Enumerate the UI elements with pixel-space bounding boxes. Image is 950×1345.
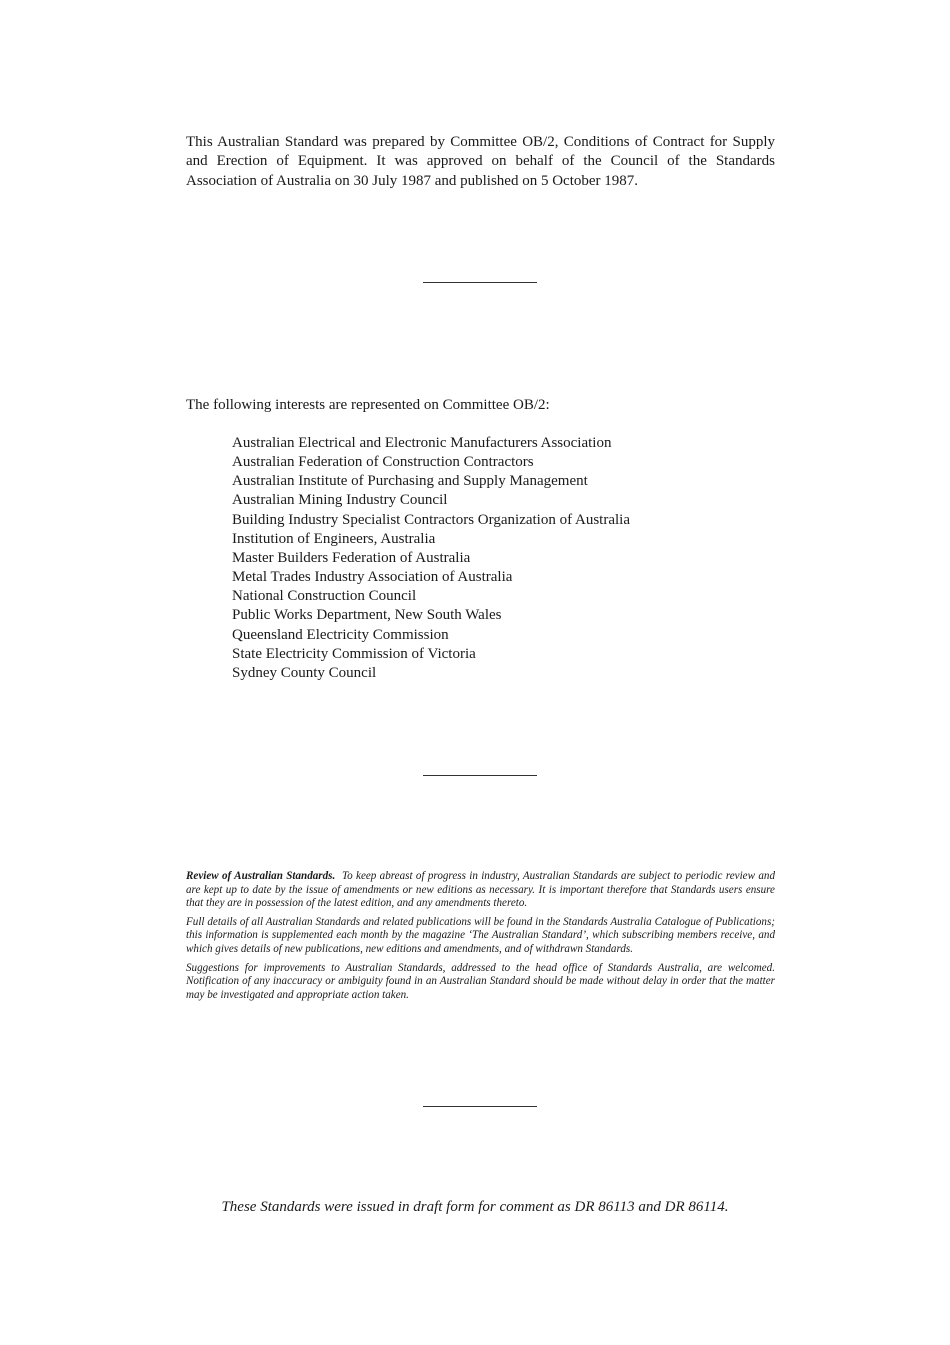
list-item: Queensland Electricity Commission <box>232 626 449 643</box>
list-item: Australian Federation of Construction Contractors <box>232 454 534 471</box>
section-divider-bottom <box>423 1106 537 1107</box>
review-paragraph-3: Suggestions for improvements to Australian Standards, addressed to the head office of Standards Australia, are welcomed. Notification of any inaccuracy or ambiguity found in an Australian Standard should be made without delay in order that the matter may be investigated and appropriate action taken. <box>186 961 775 1001</box>
list-item: Building Industry Specialist Contractors Organization of Australia <box>232 511 630 528</box>
list-item: Master Builders Federation of Australia <box>232 549 471 566</box>
interests-heading: The following interests are represented on Committee OB/2: <box>186 397 550 413</box>
list-item: Metal Trades Industry Association of Australia <box>232 569 513 586</box>
list-item: Australian Institute of Purchasing and Supply Management <box>232 473 588 490</box>
list-item: Public Works Department, New South Wales <box>232 607 502 624</box>
review-paragraph-2: Full details of all Australian Standards and related publications will be found in the Standards Australia Catalogue of Publications; this information is supplemented each month by the magazine ‘The Australian Standard’, which subscribing members receive, and which gives details of new publications, new editions and amendments, and of withdrawn Standards. <box>186 915 775 955</box>
list-item: Sydney County Council <box>232 664 377 681</box>
review-lead: Review of Australian Standards. <box>186 870 336 882</box>
list-item: Australian Electrical and Electronic Manufacturers Association <box>232 435 612 451</box>
review-notice <box>186 870 775 1007</box>
section-divider-middle <box>423 775 537 776</box>
review-paragraph-1-text: To keep abreast of progress in industry, Australian Standards are subject to periodic review and are kept up to date by the issue of amendments or new editions as necessary. It is important therefore that Standards users ensure that they are in possession of the latest edition, and any amendments thereto. <box>186 870 775 910</box>
list-item: Institution of Engineers, Australia <box>232 530 436 547</box>
review-paragraph-1 <box>186 870 775 911</box>
list-item: State Electricity Commission of Victoria <box>232 645 476 662</box>
list-item: National Construction Council <box>232 588 417 605</box>
list-item: Australian Mining Industry Council <box>232 492 448 509</box>
section-divider-top <box>423 282 537 283</box>
preparation-statement: This Australian Standard was prepared by Committee OB/2, Conditions of Contract for Supply and Erection of Equipment. It was approved on behalf of the Council of the Standards Association of Australia on 30 July 1987 and published on 5 October 1987. <box>186 134 775 189</box>
interests-list <box>232 434 630 683</box>
draft-note: These Standards were issued in draft form for comment as DR 86113 and DR 86114. <box>221 1199 729 1215</box>
